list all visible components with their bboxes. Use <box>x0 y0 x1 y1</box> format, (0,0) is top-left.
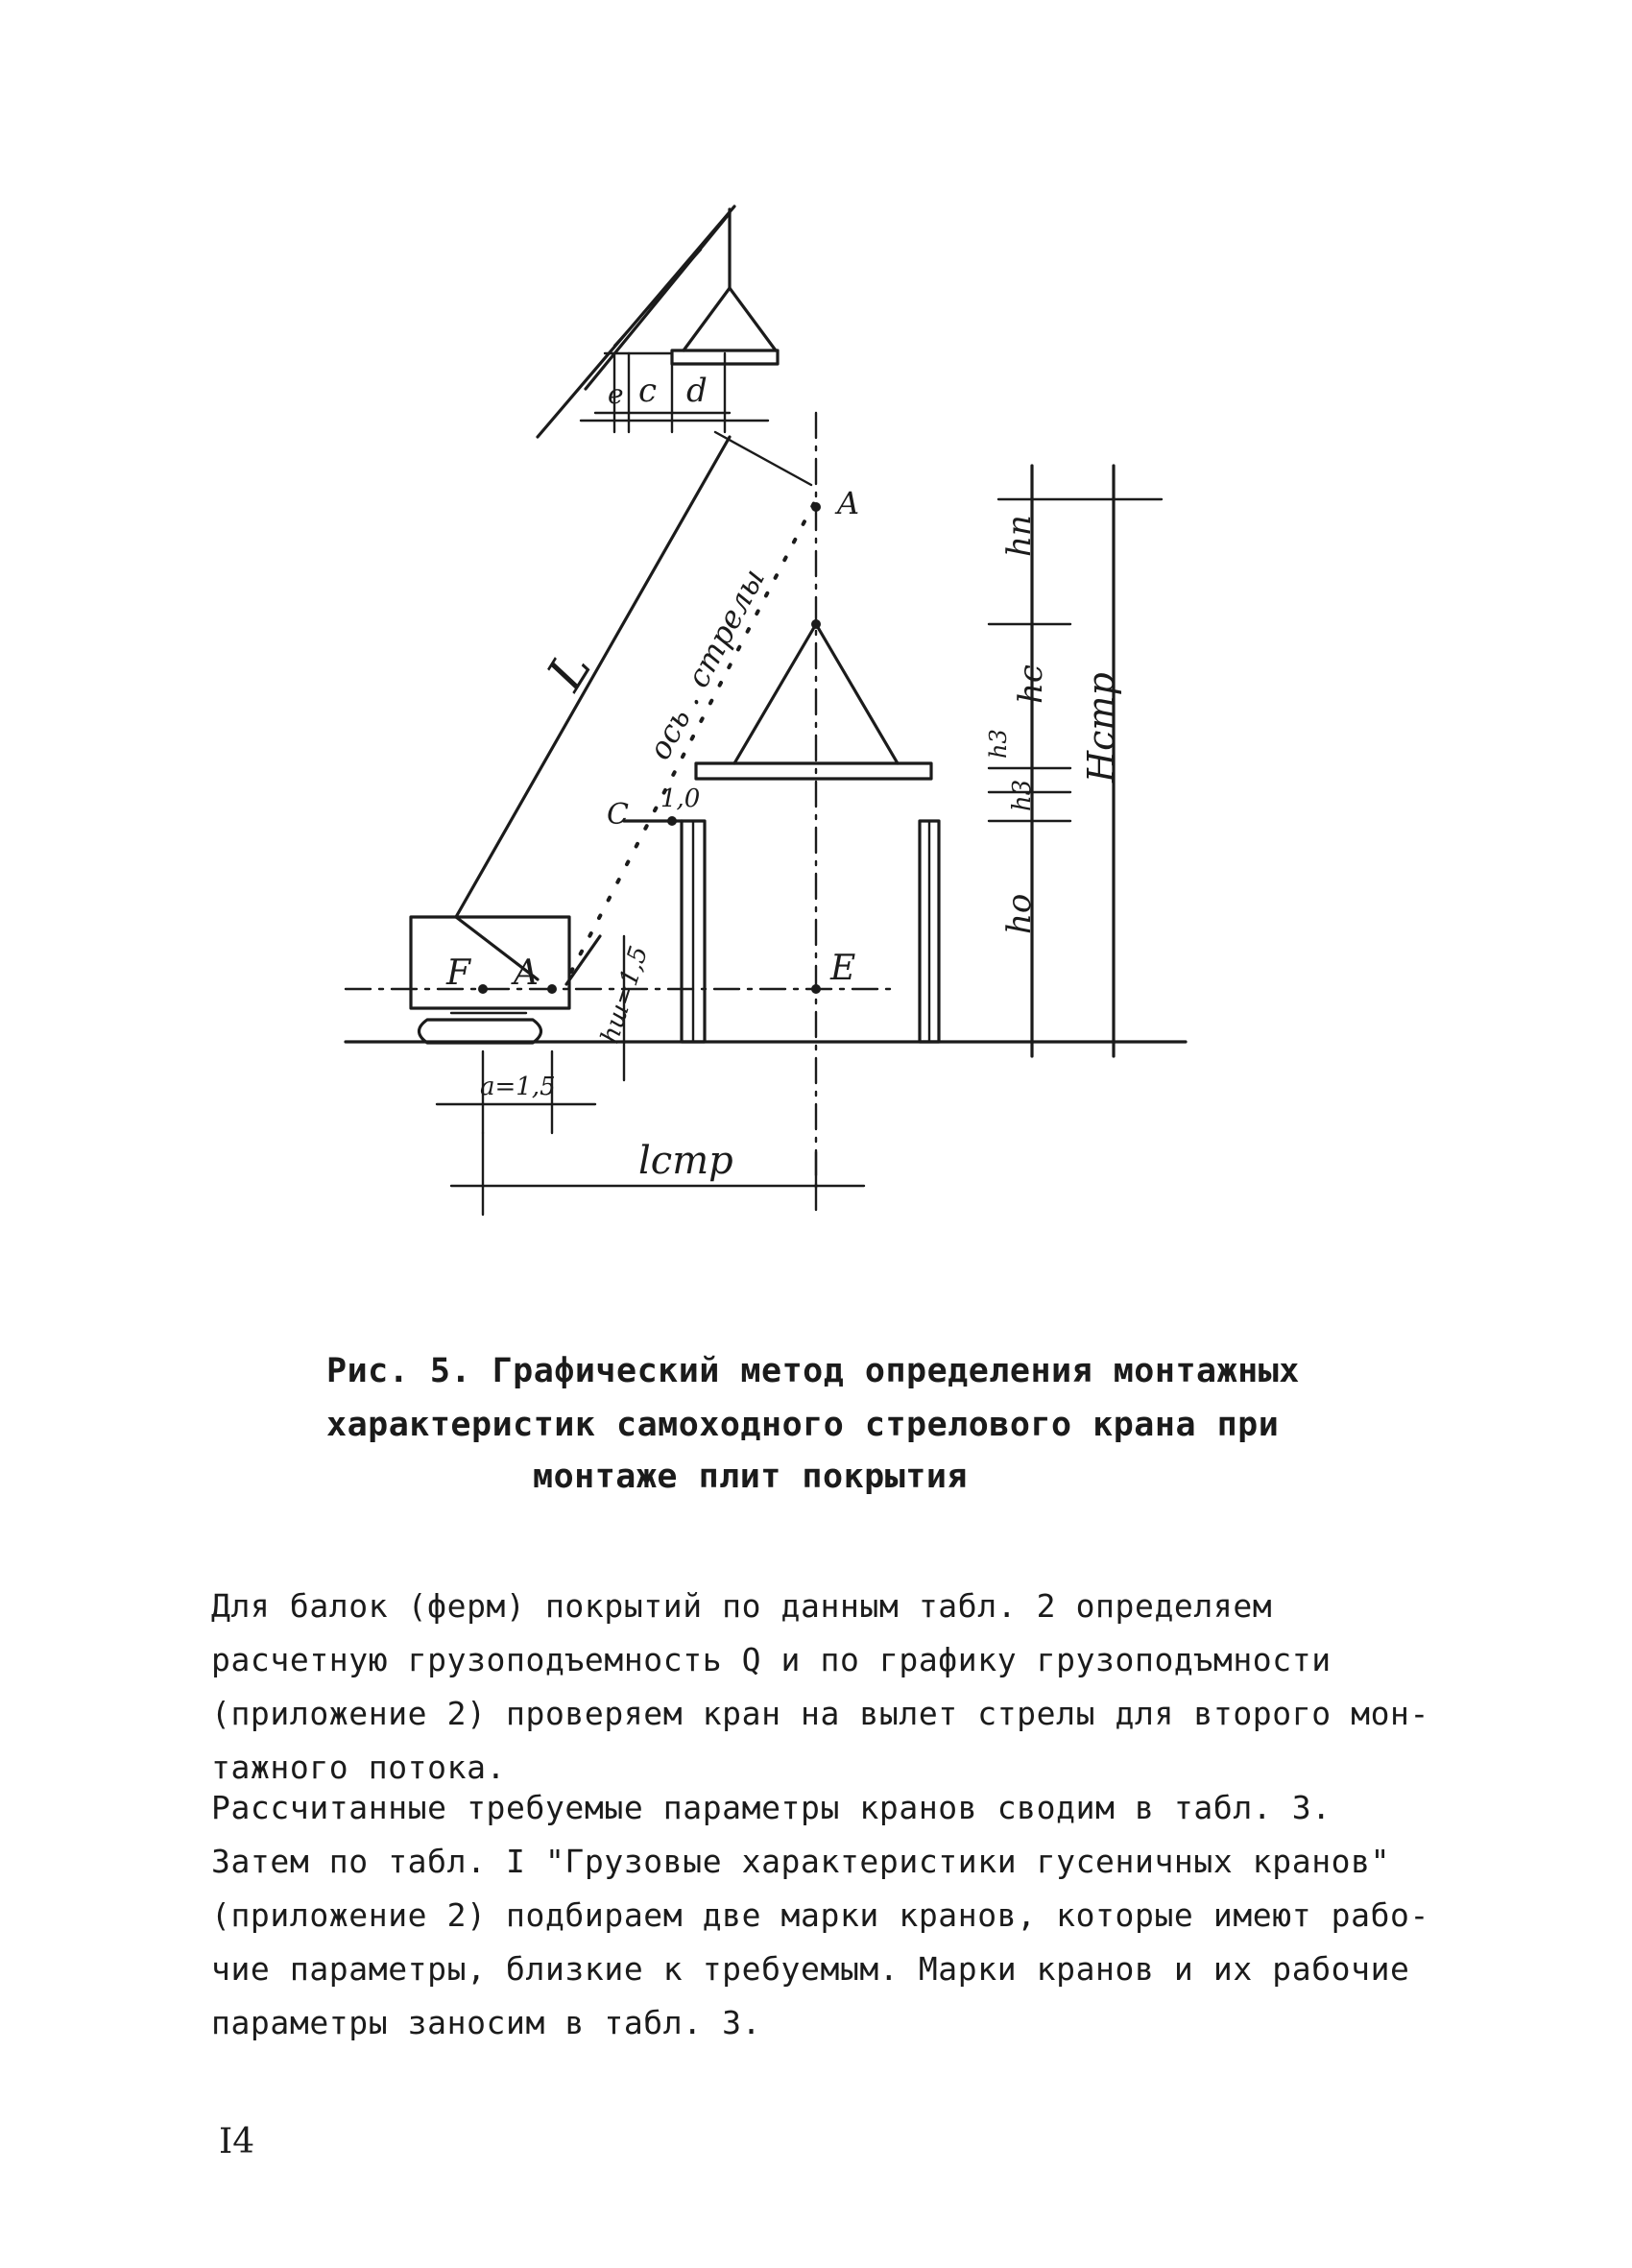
label-c: c <box>638 372 658 410</box>
paragraph-1-line-3: (приложение 2) проверяем кран на вылет стрелы для второго мон- <box>211 1695 1429 1732</box>
label-h3a: h3 <box>985 729 1012 759</box>
label-C: C <box>607 798 629 832</box>
paragraph-1 <box>211 1580 1478 1795</box>
paragraph-1-line-1: Для балок (ферм) покрытий по данным табл. 2 определяем <box>211 1587 1273 1625</box>
label-1-0: 1,0 <box>660 784 701 813</box>
label-hn: hn <box>1000 515 1039 557</box>
label-F: F <box>446 953 470 993</box>
label-A-low: A <box>514 953 539 993</box>
boom-dimension <box>715 432 811 485</box>
paragraph-2-line-1: Рассчитанные требуемые параметры кранов сводим в табл. 3. <box>211 1789 1332 1826</box>
paragraph-2-line-5: параметры заносим в табл. 3. <box>211 2004 762 2041</box>
label-E: E <box>830 949 856 988</box>
boom-axis-lower <box>566 936 600 984</box>
top-sling <box>684 288 776 350</box>
paragraph-1-line-2: расчетную грузоподъемность Q и по графику грузоподъмности <box>211 1641 1332 1678</box>
point-C-dot <box>667 816 677 826</box>
point-A-low-dot <box>547 984 557 994</box>
label-h3b: h3 <box>1008 779 1037 811</box>
label-d: d <box>686 372 708 410</box>
paragraph-2-line-4: чие параметры, близкие к требуемым. Марки кранов и их рабочие <box>211 1950 1410 1988</box>
lifted-slab <box>696 763 931 779</box>
label-L: L <box>536 641 604 701</box>
label-H: Hстр <box>1080 672 1122 783</box>
figure-caption-line-1: Рис. 5. Графический метод определения монтажных <box>326 1352 1300 1390</box>
paragraph-2-line-3: (приложение 2) подбираем две марки кранов, которые имеют рабо- <box>211 1896 1429 1934</box>
hook-dot <box>811 619 821 629</box>
label-axis: ось . стрелы <box>640 562 773 766</box>
paragraph-2 <box>211 1781 1478 2050</box>
page-number: I4 <box>219 2122 255 2161</box>
label-hc: hc <box>1012 664 1050 704</box>
point-F-dot <box>478 984 488 994</box>
crane-track <box>420 1020 541 1043</box>
label-e: e <box>608 378 624 410</box>
boom-tip-hatch <box>614 250 701 346</box>
label-a: a=1,5 <box>480 1073 556 1101</box>
figure-caption-line-2: характеристик самоходного стрелового крана при <box>326 1406 1280 1444</box>
point-A-top-dot <box>811 502 821 512</box>
paragraph-2-line-2: Затем по табл. I "Грузовые характеристики гусеничных кранов" <box>211 1843 1391 1880</box>
crane-cab <box>411 917 569 1008</box>
label-A-top: A <box>837 485 860 521</box>
label-ho: ho <box>1000 893 1039 934</box>
figure-caption-line-3: монтаже плит покрытия <box>533 1458 969 1496</box>
label-hm: hш=1,5 <box>595 942 655 1048</box>
label-l: lстр <box>638 1139 733 1183</box>
paragraph-1-line-4: тажного потока. <box>211 1749 507 1786</box>
